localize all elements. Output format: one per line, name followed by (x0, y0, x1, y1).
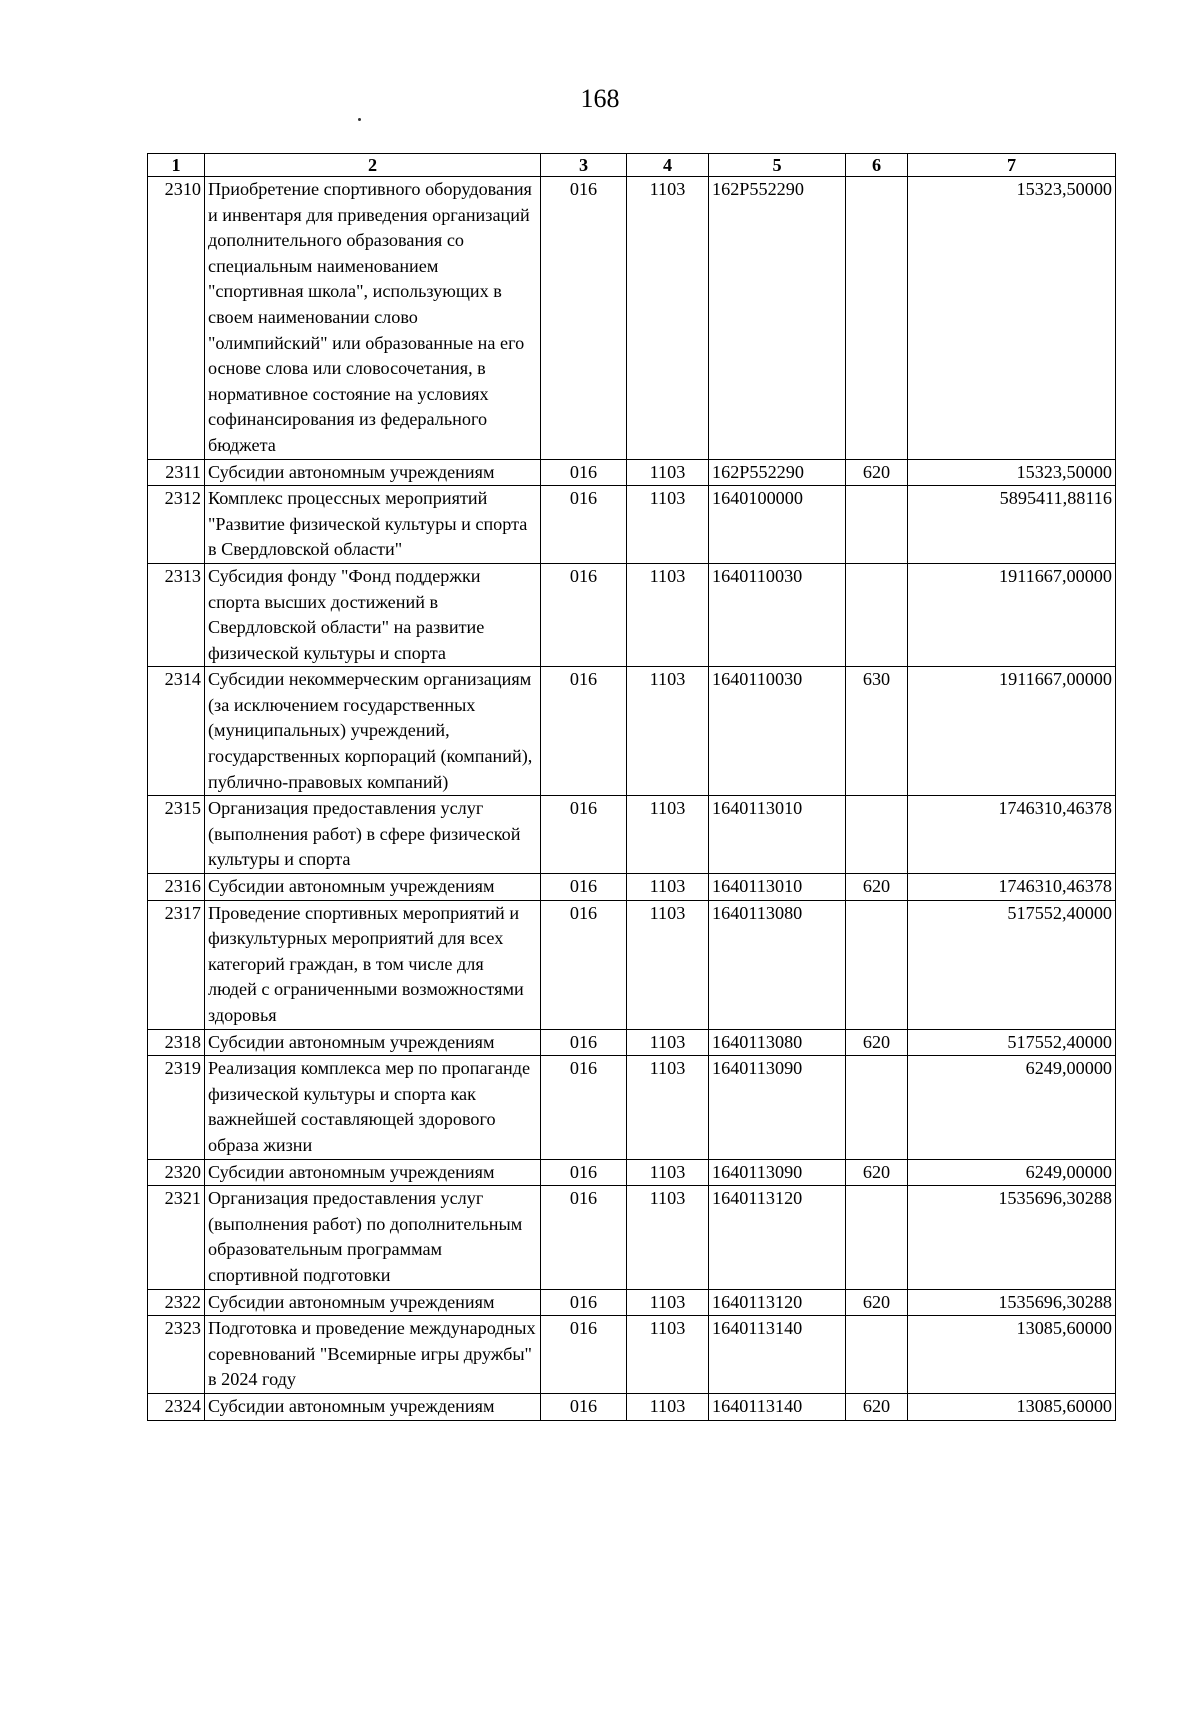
admin-code: 016 (541, 1186, 627, 1289)
expense-type: 620 (846, 1393, 908, 1420)
table-row (148, 563, 1116, 666)
scan-speck (358, 118, 361, 121)
row-name: Субсидии автономным учреждениям (205, 874, 541, 901)
admin-code: 016 (541, 1393, 627, 1420)
amount: 1535696,30288 (908, 1186, 1116, 1289)
amount: 13085,60000 (908, 1393, 1116, 1420)
admin-code: 016 (541, 874, 627, 901)
admin-code: 016 (541, 1159, 627, 1186)
row-number: 2324 (148, 1393, 205, 1420)
section-code: 1103 (627, 486, 709, 564)
section-code: 1103 (627, 900, 709, 1029)
column-header: 6 (846, 154, 908, 177)
expense-type (846, 900, 908, 1029)
amount: 6249,00000 (908, 1159, 1116, 1186)
expense-type: 620 (846, 1159, 908, 1186)
column-header: 3 (541, 154, 627, 177)
column-header: 7 (908, 154, 1116, 177)
row-number: 2311 (148, 459, 205, 486)
target-code: 1640113080 (709, 900, 846, 1029)
table-row (148, 1186, 1116, 1289)
admin-code: 016 (541, 563, 627, 666)
row-name: Комплекс процессных мероприятий "Развитие физической культуры и спорта в Свердловской области" (205, 486, 541, 564)
target-code: 162Р552290 (709, 459, 846, 486)
target-code: 1640113090 (709, 1056, 846, 1159)
target-code: 1640113140 (709, 1316, 846, 1394)
amount: 1746310,46378 (908, 874, 1116, 901)
row-name: Подготовка и проведение международных соревнований "Всемирные игры дружбы" в 2024 году (205, 1316, 541, 1394)
amount: 13085,60000 (908, 1316, 1116, 1394)
table-row (148, 1316, 1116, 1394)
target-code: 1640110030 (709, 563, 846, 666)
table-row (148, 1393, 1116, 1420)
row-number: 2310 (148, 177, 205, 460)
row-name: Проведение спортивных мероприятий и физкультурных мероприятий для всех категорий граждан, в том числе для людей с ограниченными возможностями здоровья (205, 900, 541, 1029)
target-code: 1640100000 (709, 486, 846, 564)
amount: 15323,50000 (908, 177, 1116, 460)
section-code: 1103 (627, 563, 709, 666)
expense-type (846, 486, 908, 564)
section-code: 1103 (627, 1393, 709, 1420)
admin-code: 016 (541, 486, 627, 564)
section-code: 1103 (627, 1159, 709, 1186)
amount: 1911667,00000 (908, 667, 1116, 796)
target-code: 1640113120 (709, 1186, 846, 1289)
row-name: Реализация комплекса мер по пропаганде физической культуры и спорта как важнейшей составляющей здорового образа жизни (205, 1056, 541, 1159)
admin-code: 016 (541, 796, 627, 874)
row-number: 2319 (148, 1056, 205, 1159)
table-row (148, 459, 1116, 486)
row-name: Субсидии автономным учреждениям (205, 1393, 541, 1420)
amount: 517552,40000 (908, 1029, 1116, 1056)
admin-code: 016 (541, 900, 627, 1029)
budget-table (147, 153, 1116, 1421)
amount: 517552,40000 (908, 900, 1116, 1029)
amount: 15323,50000 (908, 459, 1116, 486)
section-code: 1103 (627, 874, 709, 901)
table-row (148, 900, 1116, 1029)
row-number: 2318 (148, 1029, 205, 1056)
target-code: 162Р552290 (709, 177, 846, 460)
expense-type (846, 177, 908, 460)
row-name: Субсидии автономным учреждениям (205, 1289, 541, 1316)
column-header: 4 (627, 154, 709, 177)
row-number: 2321 (148, 1186, 205, 1289)
amount: 5895411,88116 (908, 486, 1116, 564)
row-number: 2312 (148, 486, 205, 564)
section-code: 1103 (627, 1056, 709, 1159)
row-name: Субсидии автономным учреждениям (205, 1029, 541, 1056)
expense-type (846, 1056, 908, 1159)
column-header: 5 (709, 154, 846, 177)
row-number: 2315 (148, 796, 205, 874)
table-row (148, 1159, 1116, 1186)
admin-code: 016 (541, 1289, 627, 1316)
table-row (148, 874, 1116, 901)
row-number: 2314 (148, 667, 205, 796)
row-number: 2322 (148, 1289, 205, 1316)
target-code: 1640113140 (709, 1393, 846, 1420)
section-code: 1103 (627, 1029, 709, 1056)
admin-code: 016 (541, 1056, 627, 1159)
admin-code: 016 (541, 667, 627, 796)
row-number: 2323 (148, 1316, 205, 1394)
amount: 1535696,30288 (908, 1289, 1116, 1316)
section-code: 1103 (627, 1289, 709, 1316)
row-name: Приобретение спортивного оборудования и инвентаря для приведения организаций дополнительного образования со специальным наименованием "спортивная школа", использующих в своем наименовании слово "олимпийский" или образованные на его основе слова или словосочетания, в нормативное состояние на условиях софинансирования из федерального бюджета (205, 177, 541, 460)
header-row (148, 154, 1116, 177)
admin-code: 016 (541, 177, 627, 460)
row-name: Субсидии автономным учреждениям (205, 459, 541, 486)
expense-type (846, 563, 908, 666)
target-code: 1640113120 (709, 1289, 846, 1316)
column-header: 1 (148, 154, 205, 177)
table-row (148, 177, 1116, 460)
table-row (148, 486, 1116, 564)
admin-code: 016 (541, 459, 627, 486)
section-code: 1103 (627, 796, 709, 874)
target-code: 1640110030 (709, 667, 846, 796)
expense-type (846, 1316, 908, 1394)
table-row (148, 1056, 1116, 1159)
row-name: Организация предоставления услуг (выполнения работ) по дополнительным образовательным программам спортивной подготовки (205, 1186, 541, 1289)
section-code: 1103 (627, 1316, 709, 1394)
expense-type (846, 796, 908, 874)
expense-type (846, 1186, 908, 1289)
admin-code: 016 (541, 1316, 627, 1394)
row-number: 2313 (148, 563, 205, 666)
expense-type: 620 (846, 459, 908, 486)
section-code: 1103 (627, 177, 709, 460)
section-code: 1103 (627, 667, 709, 796)
row-name: Организация предоставления услуг (выполнения работ) в сфере физической культуры и спорта (205, 796, 541, 874)
target-code: 1640113010 (709, 874, 846, 901)
page-number: 168 (580, 84, 620, 113)
row-number: 2317 (148, 900, 205, 1029)
expense-type: 620 (846, 874, 908, 901)
admin-code: 016 (541, 1029, 627, 1056)
target-code: 1640113080 (709, 1029, 846, 1056)
row-name: Субсидия фонду "Фонд поддержки спорта высших достижений в Свердловской области" на развитие физической культуры и спорта (205, 563, 541, 666)
row-name: Субсидии некоммерческим организациям (за исключением государственных (муниципальных) учреждений, государственных корпораций (компаний), публично-правовых компаний) (205, 667, 541, 796)
expense-type: 620 (846, 1289, 908, 1316)
table-row (148, 796, 1116, 874)
section-code: 1103 (627, 459, 709, 486)
row-number: 2320 (148, 1159, 205, 1186)
row-number: 2316 (148, 874, 205, 901)
target-code: 1640113090 (709, 1159, 846, 1186)
amount: 1911667,00000 (908, 563, 1116, 666)
expense-type: 630 (846, 667, 908, 796)
table-row (148, 1289, 1116, 1316)
target-code: 1640113010 (709, 796, 846, 874)
column-header: 2 (205, 154, 541, 177)
expense-type: 620 (846, 1029, 908, 1056)
table-row (148, 1029, 1116, 1056)
amount: 1746310,46378 (908, 796, 1116, 874)
section-code: 1103 (627, 1186, 709, 1289)
row-name: Субсидии автономным учреждениям (205, 1159, 541, 1186)
table-row (148, 667, 1116, 796)
amount: 6249,00000 (908, 1056, 1116, 1159)
